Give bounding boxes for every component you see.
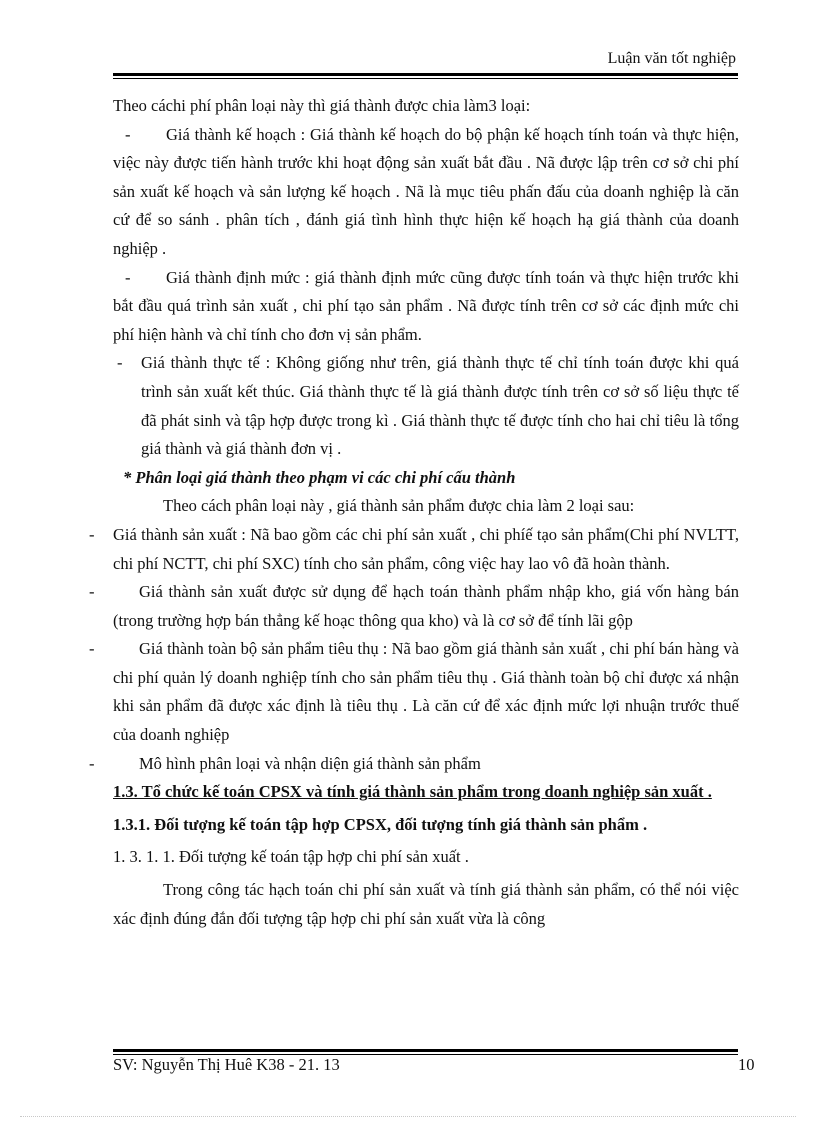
list-item: - Giá thành kế hoạch : Giá thành kế hoạch do bộ phận kế hoạch tính toán và thực hiện, việc này được tiến hành trước khi hoạt động sản xuất bắt đầu . Nã được lập trên cơ sở chi phí sản xuất kế hoạch và sản lượng kế hoạch . Nã là mục tiêu phấn đấu của doanh nghiệp là căn cứ để so sánh . phân tích , đánh giá tình hình thực hiện kế hoạch hạ giá thành của doanh nghiệp . bbox=[113, 121, 739, 264]
subheading: * Phân loại giá thành theo phạm vi các chi phí cấu thành bbox=[123, 467, 516, 487]
bullet-production-text: Giá thành sản xuất : Nã bao gồm các chi phí sản xuất , chi phíế tạo sản phẩm(Chi phí NVLTT, chi phí NCTT, chi phí SXC) tính cho sản phẩm, công việc hay lao vô đã hoàn thành. bbox=[113, 524, 739, 573]
page-number: 10 bbox=[738, 1055, 755, 1074]
section-heading-1-3-1-1: 1. 3. 1. 1. Đối tượng kế toán tập hợp chi phí sản xuất . bbox=[113, 847, 469, 867]
list-item: - Giá thành sản xuất được sử dụng để hạch toán thành phẩm nhập kho, giá vốn hàng bán (trong trường hợp bán thẳng kế hoạc thông qua kho) và là cơ sở để tính lãi gộp bbox=[113, 578, 739, 635]
section-heading-1-3: 1.3. Tổ chức kế toán CPSX và tính giá thành sản phẩm trong doanh nghiệp sản xuất . bbox=[113, 782, 712, 802]
bullet-actual-text: Giá thành thực tế : Không giống như trên, giá thành thực tế chỉ tính toán được khi quá trình sản xuất kết thúc. Giá thành thực tế là giá thành được tính trên cơ sở số liệu thực tế đã phát sinh và tập hợp được trong kì . Giá thành thực tế được tính cho hai chỉ tiêu là tổng giá thành và giá thành đơn vị . bbox=[141, 353, 739, 459]
list-item: - Giá thành định mức : giá thành định mức cũng được tính toán và thực hiện trước khi bắt đầu quá trình sản xuất , chi phí tạo sản phẩm . Nã được tính trên cơ sở các định mức chi phí hiện hành và chỉ tính cho đơn vị sản phẩm. bbox=[113, 264, 739, 350]
list-item: - Giá thành toàn bộ sản phẩm tiêu thụ : Nã bao gồm giá thành sản xuất , chi phí bán hàng và chi phí quản lý doanh nghiệp tính cho sản phẩm tiêu thụ . Giá thành toàn bộ chỉ được xá nhận khi sản phẩm đã được xác định là tiêu thụ . Là căn cứ để xác định mức lợi nhuận trước thuế của doanh nghiệp bbox=[113, 635, 739, 749]
intro-paragraph: Theo cáchi phí phân loại này thì giá thành được chia làm3 loại: bbox=[113, 96, 531, 115]
bullet-usage-text: Giá thành sản xuất được sử dụng để hạch toán thành phẩm nhập kho, giá vốn hàng bán (trong trường hợp bán thẳng kế hoạc thông qua kho) và là cơ sở để tính lãi gộp bbox=[113, 582, 739, 630]
bullet-model-text: Mô hình phân loại và nhận diện giá thành sản phẩm bbox=[139, 753, 481, 773]
footer-author: SV: Nguyễn Thị Huê K38 - 21. 13 bbox=[113, 1055, 340, 1074]
scope-intro-paragraph: Theo cách phân loại này , giá thành sản phẩm được chia làm 2 loại sau: bbox=[163, 496, 635, 516]
bullet-norm-text: Giá thành định mức : giá thành định mức cũng được tính toán và thực hiện trước khi bắt đầu quá trình sản xuất , chi phí tạo sản phẩm . Nã được tính trên cơ sở các định mức chi phí hiện hành và chỉ tính cho đơn vị sản phẩm. bbox=[113, 267, 739, 344]
bullet-full-text: Giá thành toàn bộ sản phẩm tiêu thụ : Nã bao gồm giá thành sản xuất , chi phí bán hàng và chi phí quản lý doanh nghiệp tính cho sản phẩm tiêu thụ . Giá thành toàn bộ chỉ được xá nhận khi sản phẩm đã được xác định là tiêu thụ . Là căn cứ để xác định mức lợi nhuận trước thuế của doanh nghiệp bbox=[113, 639, 739, 745]
list-item: - Giá thành sản xuất : Nã bao gồm các chi phí sản xuất , chi phíế tạo sản phẩm(Chi phí NVLTT, chi phí NCTT, chi phí SXC) tính cho sản phẩm, công việc hay lao vô đã hoàn thành. bbox=[113, 521, 739, 578]
list-item: - Mô hình phân loại và nhận diện giá thành sản phẩm bbox=[113, 750, 739, 779]
list-item: - Giá thành thực tế : Không giống như trên, giá thành thực tế chỉ tính toán được khi quá trình sản xuất kết thúc. Giá thành thực tế là giá thành được tính trên cơ sở số liệu thực tế đã phát sinh và tập hợp được trong kì . Giá thành thực tế được tính cho hai chỉ tiêu là tổng giá thành và giá thành đơn vị . bbox=[113, 349, 739, 463]
section-heading-1-3-1: 1.3.1. Đối tượng kế toán tập hợp CPSX, đối tượng tính giá thành sản phẩm . bbox=[113, 814, 648, 834]
header-rule bbox=[113, 73, 738, 79]
page-body bbox=[89, 92, 739, 933]
running-header-title: Luận văn tốt nghiệp bbox=[607, 50, 736, 67]
bullet-plan-text: Giá thành kế hoạch : Giá thành kế hoạch do bộ phận kế hoạch tính toán và thực hiện, việc này được tiến hành trước khi hoạt động sản xuất bắt đầu . Nã được lập trên cơ sở chi phí sản xuất kế hoạch và sản lượng kế hoạch . Nã là mục tiêu phấn đấu của doanh nghiệp là căn cứ để so sánh . phân tích , đánh giá tình hình thực hiện kế hoạch hạ giá thành của doanh nghiệp . bbox=[113, 124, 739, 258]
final-paragraph: Trong công tác hạch toán chi phí sản xuất và tính giá thành sản phẩm, có thể nói việc xác định đúng đắn đối tượng tập hợp chi phí sản xuất vừa là công bbox=[113, 880, 739, 928]
page-edge-divider bbox=[20, 1116, 796, 1117]
